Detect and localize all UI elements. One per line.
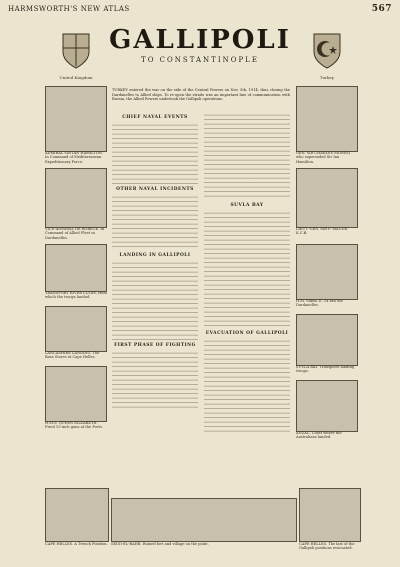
heading-chief-naval: CHIEF NAVAL EVENTS xyxy=(122,115,188,120)
caption-left-1: ADMIRAL SIR IAN HAMILTON. In Command of Mediterranean Expeditionary Force. xyxy=(45,151,103,164)
photo-river-clyde xyxy=(45,244,107,292)
caption-left-3: TRANSPORT RIVER CLYDE, from which the troops landed. xyxy=(45,291,107,300)
publication-title: HARMSWORTH'S NEW ATLAS xyxy=(8,5,130,13)
caption-right-4: SUVLA BAY. Transports landing troops. xyxy=(296,365,355,374)
page-header xyxy=(8,5,392,17)
photo-monro xyxy=(296,86,358,152)
photo-submarine xyxy=(296,244,358,300)
caption-left-5: H.M.S. QUEEN ELIZABETH. Fired 15-inch guns at the Forts. xyxy=(45,421,103,430)
caption-left-4: LANCASHIRE LANDING. The Base Stores at Cape Helles. xyxy=(45,351,100,360)
caption-right-3: H.M. Subm. E. 14 ran the Dardanelles. xyxy=(296,299,343,308)
page-subtitle: TO CONSTANTINOPLE xyxy=(141,56,259,64)
caption-right-5: ANZAC. Coast where the Australians landed. xyxy=(296,431,342,440)
caption-right-1: GEN. SIR CHARLES MONRO, who superseded Sir Ian Hamilton. xyxy=(296,151,351,164)
photo-de-robeck xyxy=(45,168,107,228)
photo-lancashire-landing xyxy=(45,306,107,352)
page-number: 567 xyxy=(371,4,392,14)
caption-bottom-2: SEDD-EL-BAHR. Ruined fort and village on the point. xyxy=(111,542,209,546)
caption-bottom-3: CAPE HELLES. The last of the Gallipoli positions evacuated. xyxy=(299,542,355,551)
photo-cape-helles-trench xyxy=(45,488,109,542)
heading-landing: LANDING IN GALLIPOLI xyxy=(119,253,191,258)
photo-sedd-el-bahr xyxy=(111,498,297,542)
text-column-right xyxy=(204,112,290,432)
photo-hamilton xyxy=(45,86,107,152)
caption-right-2: LIEUT.-GEN. SIR F. MAUDE, K.C.B. xyxy=(296,227,349,236)
caption-left-2: VICE-ADMIRAL DE ROBECK. In Command of Allied Fleet in Dardanelles. xyxy=(45,227,105,240)
text-column-left xyxy=(112,112,198,408)
heading-other-naval: OTHER NAVAL INCIDENTS xyxy=(116,187,194,192)
caption-bottom-1: CAPE HELLES. A Trench Position. xyxy=(45,542,108,546)
photo-suvla-bay xyxy=(296,314,358,366)
page-title: GALLIPOLI TO CONSTANTINOPLE xyxy=(0,25,400,64)
uk-crest: United Kingdom xyxy=(55,30,97,76)
intro-text: TURKEY entered the war on the side of the Central Powers on Nov. 5th, 1914, thus closing the Dardanelles to Allied ships. To re-open the straits was an important line of communication with Russia, the Allied Powers undertook the Gallipoli operations. xyxy=(112,88,290,101)
photo-cape-helles-evacuation xyxy=(299,488,361,542)
photo-anzac xyxy=(296,380,358,432)
heading-first-phase: FIRST PHASE OF FIGHTING xyxy=(114,343,196,348)
photo-queen-elizabeth xyxy=(45,366,107,422)
heading-evacuation: EVACUATION OF GALLIPOLI xyxy=(205,331,289,336)
turkey-crest: Turkey xyxy=(306,30,348,76)
photo-maude xyxy=(296,168,358,228)
heading-suvla: SUVLA BAY xyxy=(230,203,264,208)
